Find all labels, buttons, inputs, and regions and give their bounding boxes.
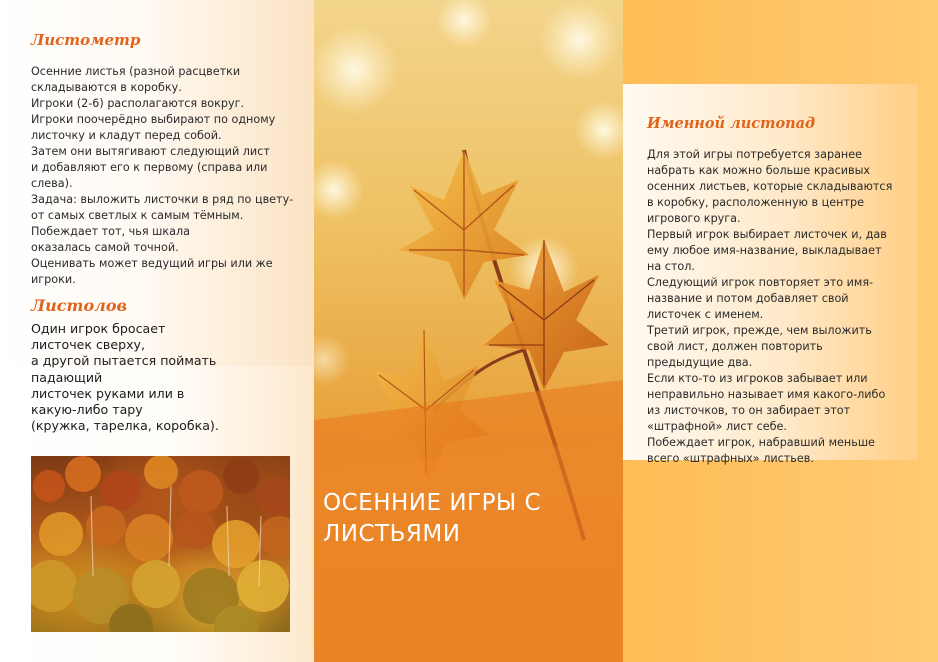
- listolov-heading: Листолов: [31, 296, 128, 315]
- text-line: от самых светлых к самым тёмным.: [31, 209, 244, 222]
- text-line: на стол.: [647, 260, 695, 273]
- text-line: оказалась самой точной.: [31, 241, 179, 254]
- text-line: а другой пытается поймать: [31, 353, 217, 369]
- text-line: Задача: выложить листочки в ряд по цвету-: [31, 193, 294, 206]
- text-line: Побеждает игрок, набравший меньше: [647, 436, 875, 449]
- text-line: падающий: [31, 369, 103, 385]
- text-line: игрового круга.: [647, 212, 741, 225]
- text-line: всего «штрафных» листьев.: [647, 452, 814, 465]
- left-panel: [0, 0, 314, 662]
- text-line: Оценивать может ведущий игры или же: [31, 257, 273, 270]
- right-panel: [623, 0, 938, 662]
- text-line: Побеждает тот, чья шкала: [31, 225, 191, 238]
- listometr-text: [31, 64, 307, 288]
- cover-panel: [314, 0, 623, 662]
- imennoy-text: [647, 147, 922, 467]
- text-line: листочек сверху,: [31, 337, 145, 353]
- cover-title-line: ОСЕННИЕ ИГРЫ С: [323, 490, 542, 516]
- listometr-heading: Листометр: [31, 31, 141, 49]
- text-line: какую-либо тару: [31, 402, 143, 418]
- text-line: Один игрок бросает: [31, 321, 166, 336]
- cover-title: [323, 488, 613, 550]
- text-line: Осенние листья (разной расцветки: [31, 65, 241, 78]
- text-line: свой лист, должен повторить: [647, 340, 823, 353]
- text-line: Если кто-то из игроков забывает или: [647, 372, 868, 385]
- text-line: (кружка, тарелка, коробка).: [31, 418, 219, 434]
- text-line: Следующий игрок повторяет это имя-: [647, 276, 874, 289]
- text-line: «штрафной» лист себе.: [647, 420, 787, 433]
- text-line: предыдущие два.: [647, 356, 753, 369]
- text-line: из листочков, то он забирает этот: [647, 404, 851, 417]
- cover-title-line: ЛИСТЬЯМИ: [323, 521, 461, 547]
- autumn-forest-photo: [31, 456, 290, 632]
- text-line: Для этой игры потребуется заранее: [647, 148, 863, 161]
- maple-leaves-photo: [314, 0, 623, 662]
- text-line: игроки.: [31, 273, 76, 286]
- listolov-text: [31, 321, 301, 434]
- imennoy-heading: Именной листопад: [647, 115, 816, 132]
- text-line: Затем они вытягивают следующий лист: [31, 145, 270, 158]
- text-line: Первый игрок выбирает листочек и, дав: [647, 228, 887, 241]
- text-line: в коробку, расположенную в центре: [647, 196, 864, 209]
- text-line: осенних листьев, которые складываются: [647, 180, 893, 193]
- text-line: складываются в коробку.: [31, 81, 182, 94]
- text-line: листочек руками или в: [31, 385, 185, 401]
- text-line: Третий игрок, прежде, чем выложить: [647, 324, 872, 337]
- text-line: Игроки (2-6) располагаются вокруг.: [31, 97, 245, 110]
- text-line: и добавляют его к первому (справа или: [31, 161, 268, 174]
- text-line: набрать как можно больше красивых: [647, 164, 871, 177]
- text-line: слева).: [31, 177, 73, 190]
- text-line: название и потом добавляет свой: [647, 292, 849, 305]
- text-line: листочек с именем.: [647, 308, 764, 321]
- text-line: ему любое имя-название, выкладывает: [647, 244, 882, 257]
- text-line: листочку и кладут перед собой.: [31, 129, 222, 142]
- text-line: Игроки поочерёдно выбирают по одному: [31, 113, 276, 126]
- text-line: неправильно называет имя какого-либо: [647, 388, 886, 401]
